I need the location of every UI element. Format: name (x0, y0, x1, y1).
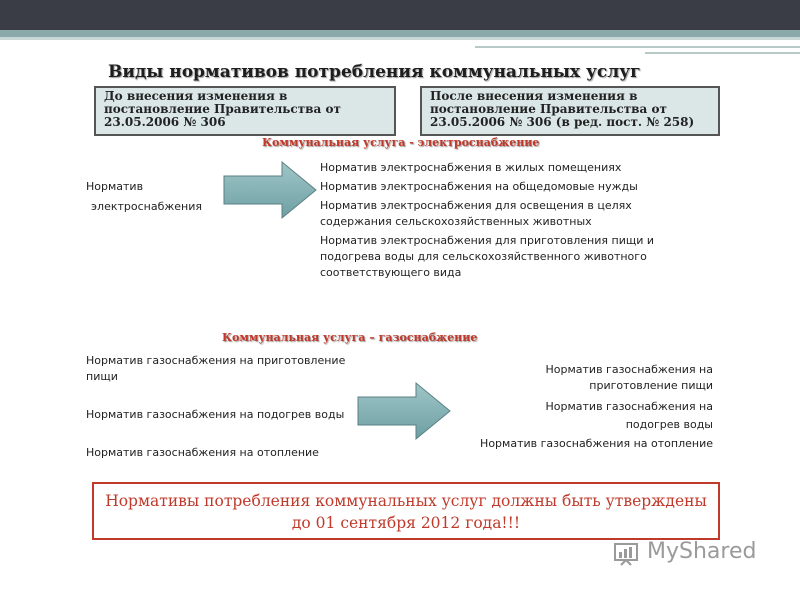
decor-line (475, 46, 800, 48)
after-change-box: После внесения изменения в постановление Правительства от 23.05.2006 № 306 (в ред. пост. № 258) (420, 86, 720, 136)
deadline-notice: Нормативы потребления коммунальных услуг должны быть утверждены до 01 сентября 2012 года!!! (92, 482, 720, 540)
logo-text: MyShared (647, 539, 757, 564)
electric-item-1: Норматив электроснабжения в жилых помещениях (320, 161, 622, 174)
electric-left-line1: Норматив (86, 180, 144, 193)
watermark-logo (612, 538, 756, 566)
gas-left-2: Норматив газоснабжения на подогрев воды (86, 408, 345, 421)
page-title: Виды нормативов потребления коммунальных услуг (108, 62, 641, 82)
gas-arrow-icon (356, 381, 452, 441)
decor-line (645, 52, 800, 54)
top-bar (0, 0, 800, 30)
electric-heading: Коммунальная услуга - электроснабжение (262, 136, 540, 149)
electric-item-2: Норматив электроснабжения на общедомовые нужды (320, 180, 638, 193)
gas-right-2: Норматив газоснабжения на подогрев воды (545, 400, 713, 431)
top-strip (0, 30, 800, 37)
electric-item-3: Норматив электроснабжения для освещения в целях содержания сельскохозяйственных животных (320, 199, 632, 228)
gas-right-3: Норматив газоснабжения на отопление (480, 437, 713, 450)
electric-item-4: Норматив электроснабжения для приготовления пищи и подогрева воды для сельскохозяйственного животного соответствующего вида (320, 234, 655, 279)
before-change-box: До внесения изменения в постановление Правительства от 23.05.2006 № 306 (94, 86, 396, 136)
gas-heading: Коммунальная услуга – газоснабжение (222, 331, 478, 344)
gas-left-3: Норматив газоснабжения на отопление (86, 446, 319, 459)
electric-left-line2: электроснабжения (91, 200, 202, 213)
top-strip-light (0, 37, 800, 40)
electric-arrow-icon (222, 160, 318, 220)
chart-logo-icon (612, 538, 640, 566)
gas-left-1: Норматив газоснабжения на приготовление пищи (86, 354, 346, 383)
gas-right-1: Норматив газоснабжения на приготовление пищи (545, 363, 713, 392)
